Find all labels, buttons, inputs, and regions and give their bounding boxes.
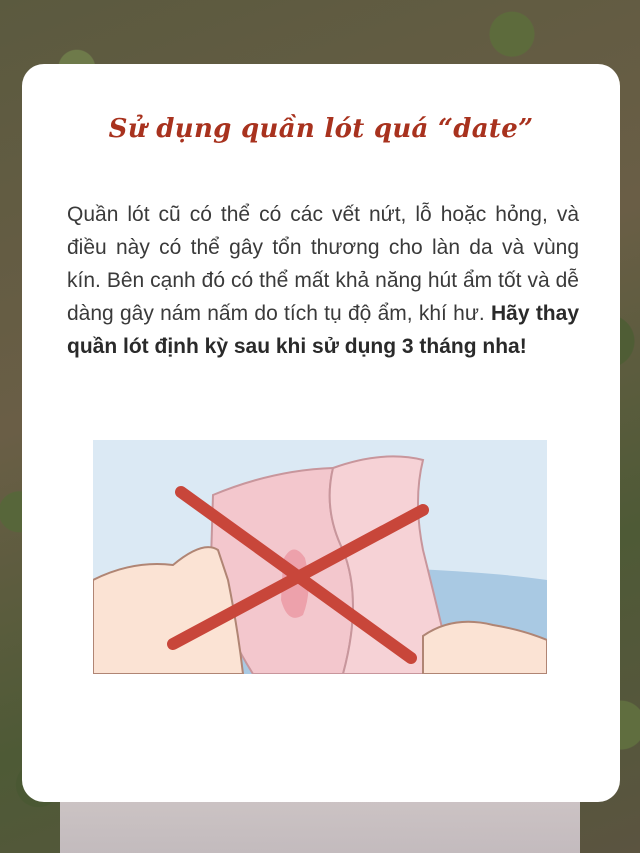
card-title: Sử dụng quần lót quá “date” bbox=[108, 114, 534, 144]
body-text-bold: Hãy thay quần lót định kỳ sau khi sử dụng 3 tháng nha! bbox=[67, 302, 579, 358]
illustration-underwear-crossed bbox=[93, 440, 547, 674]
content-card bbox=[22, 64, 620, 802]
card-body bbox=[67, 198, 579, 363]
body-text: Quần lót cũ có thể có các vết nứt, lỗ hoặc hỏng, và điều này có thể gây tổn thương cho làn da và vùng kín. Bên cạnh đó có thể mất khả năng hút ẩm tốt và dễ dàng gây nám nấm do tích tụ độ ẩm, khí hư. bbox=[67, 203, 579, 325]
background-cloth bbox=[60, 800, 580, 853]
